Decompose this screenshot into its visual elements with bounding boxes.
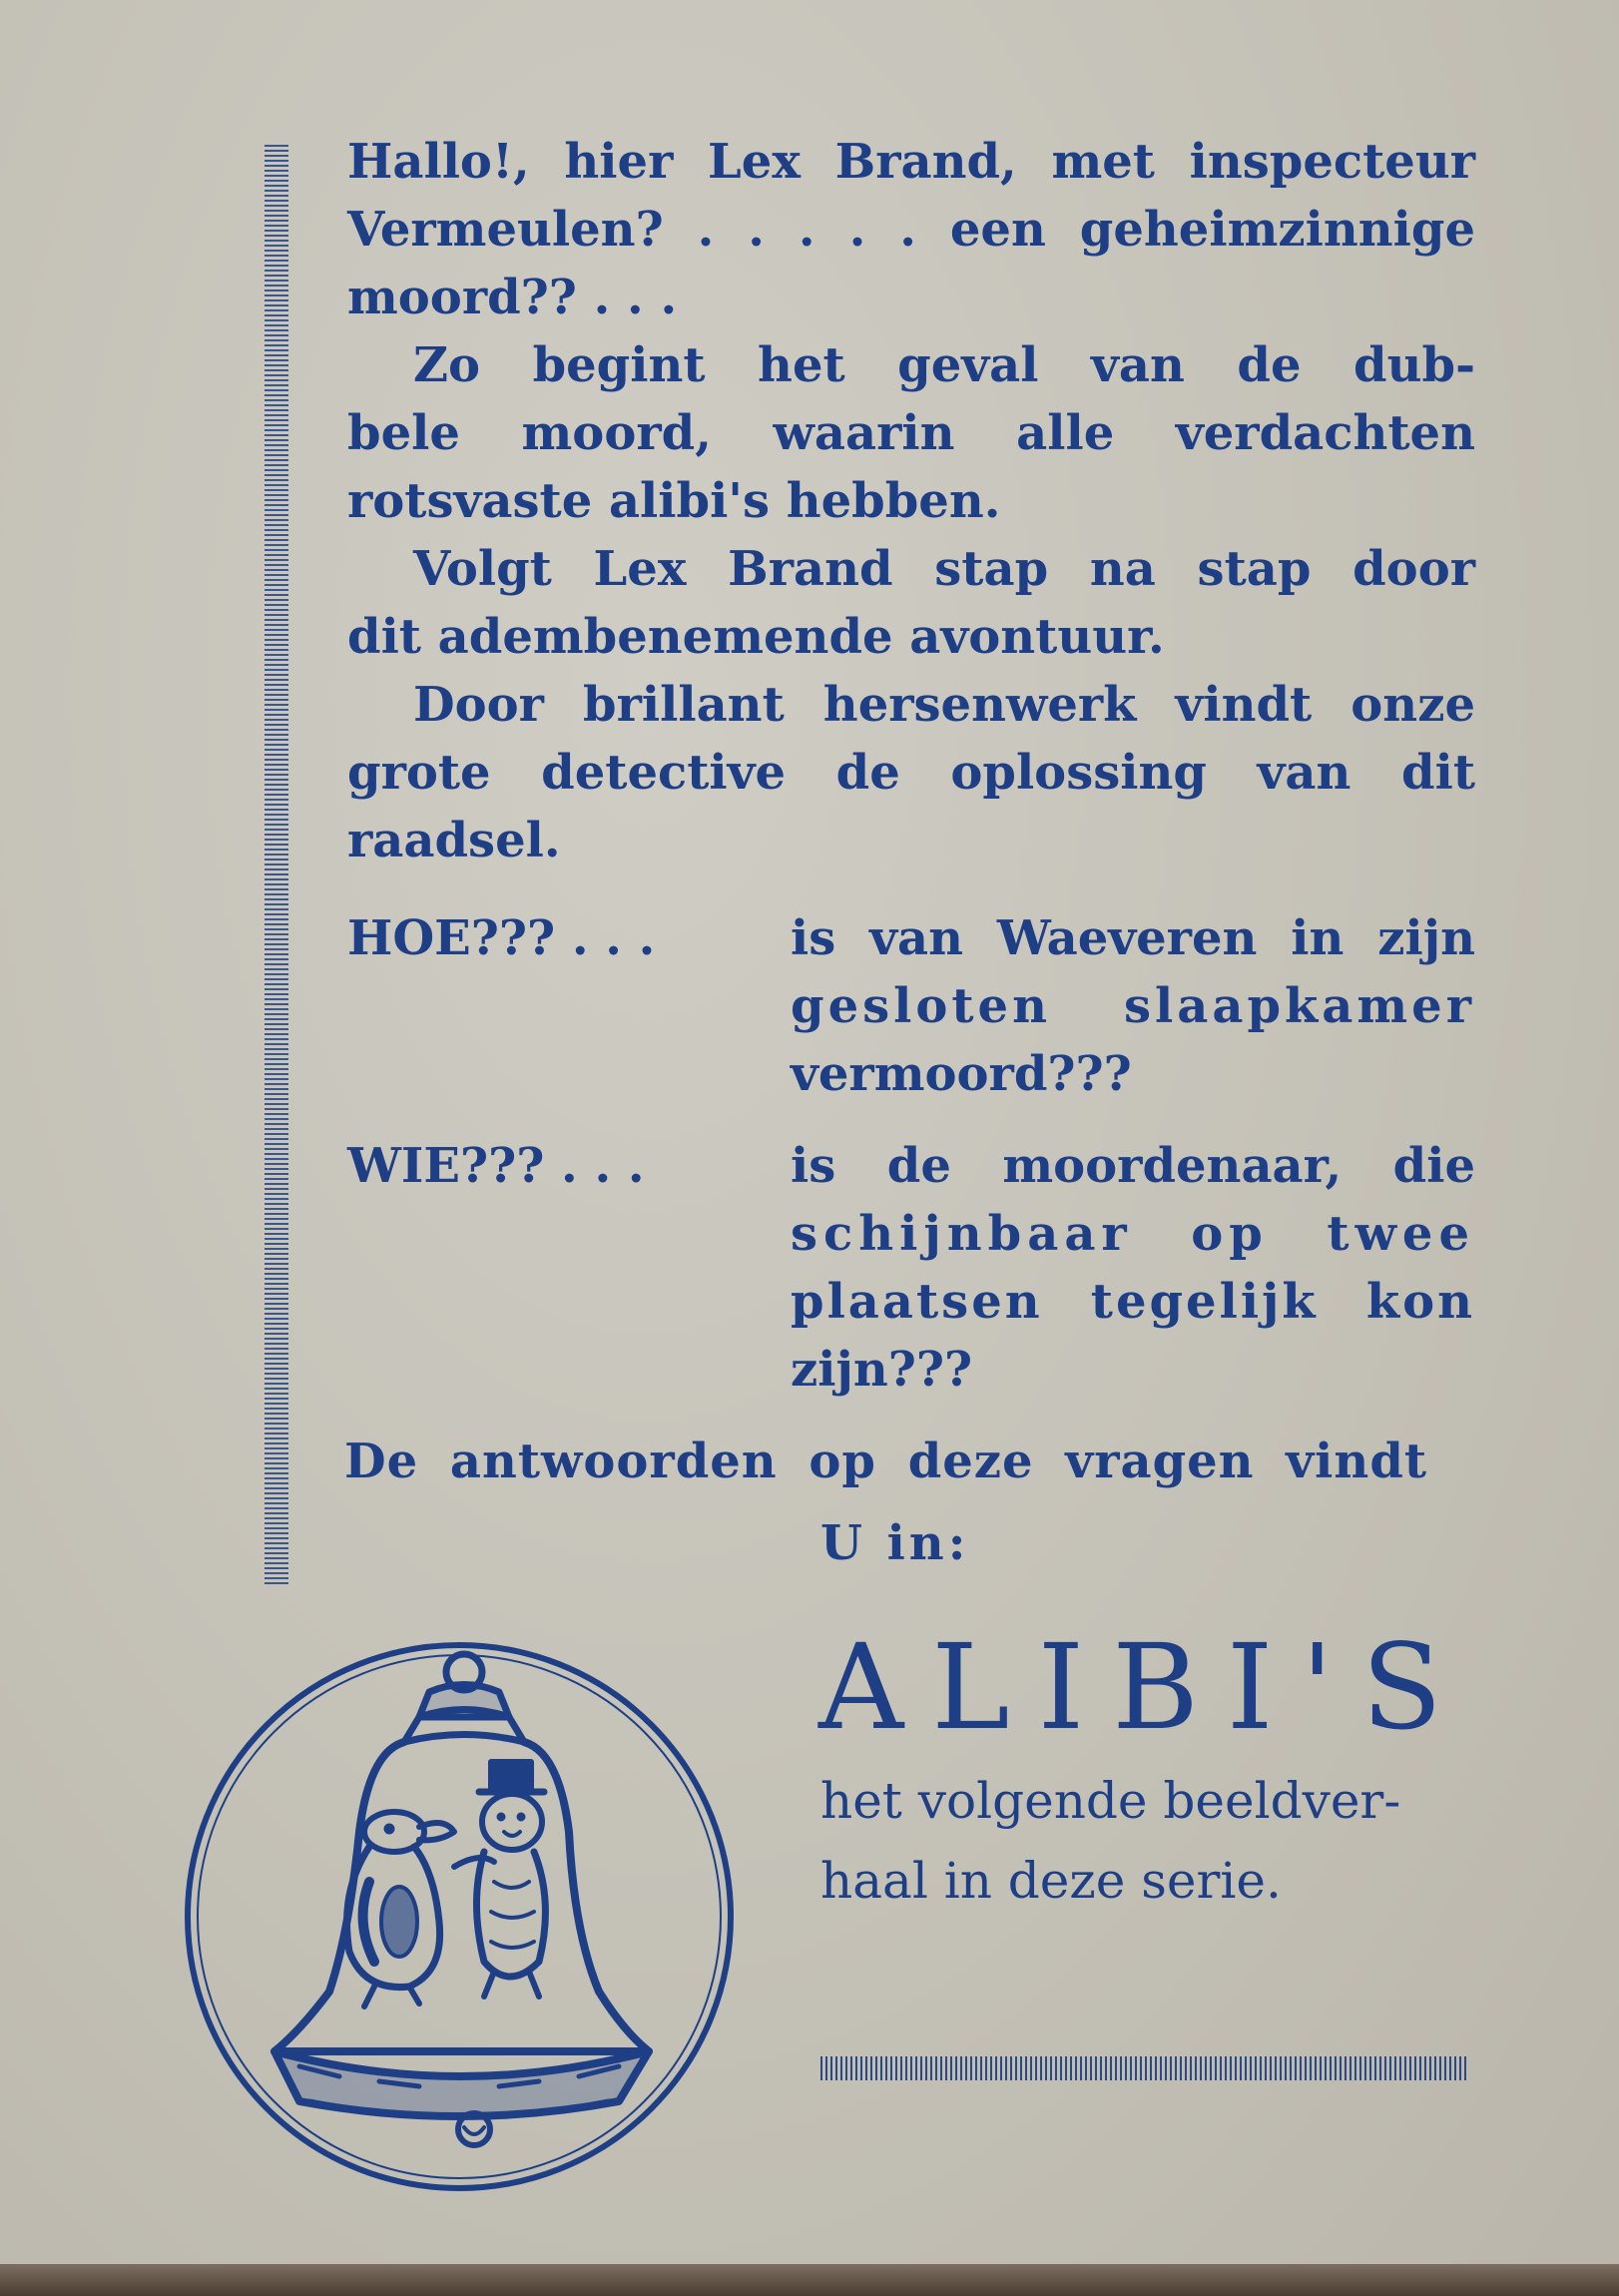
bell-with-duck-and-penguin-icon xyxy=(180,1632,739,2191)
question-2-line-4: zijn??? xyxy=(791,1342,973,1398)
story-p1-line-3: rotsvaste alibi's hebben. xyxy=(347,473,1001,529)
question-1-line-1: is van Waeveren in zijn xyxy=(791,910,1475,966)
answer-line-1: De antwoorden op deze vragen vindt xyxy=(344,1434,1428,1489)
story-p3-line-2: grote detective de oplossing van dit xyxy=(347,745,1475,801)
story-p1-line-1: Zo begint het geval van de dub- xyxy=(413,337,1475,393)
intro-line-2: Vermeulen? . . . . . een geheimzinnige xyxy=(347,202,1475,258)
answer-line-2: U in: xyxy=(820,1515,970,1571)
question-1-text xyxy=(791,904,1475,1108)
intro-line-3: moord?? . . . xyxy=(347,270,678,325)
question-2-line-3: plaatsen tegelijk kon xyxy=(791,1274,1475,1330)
story-paragraph-1 xyxy=(347,331,1475,535)
intro-paragraph xyxy=(347,128,1475,331)
question-1-label: HOE??? . . . xyxy=(347,910,656,966)
story-p3-line-1: Door brillant hersenwerk vindt onze xyxy=(413,677,1475,733)
story-paragraph-2 xyxy=(347,535,1475,671)
story-paragraph-3 xyxy=(347,671,1475,874)
question-2-text xyxy=(791,1132,1475,1404)
story-p3-line-3: raadsel. xyxy=(347,813,561,868)
question-2-line-2: schijnbaar op twee xyxy=(791,1206,1475,1262)
next-story-title: ALIBI'S xyxy=(818,1618,1470,1756)
question-1-line-3: vermoord??? xyxy=(791,1046,1132,1102)
story-p2-line-1: Volgt Lex Brand stap na stap door xyxy=(413,541,1475,597)
subtitle-line-2: haal in deze serie. xyxy=(820,1852,1282,1910)
page-bottom-edge xyxy=(0,2264,1619,2296)
question-1-line-2: gesloten slaapkamer xyxy=(791,978,1475,1034)
horizontal-decorative-rule xyxy=(820,2056,1469,2080)
question-2-line-1: is de moordenaar, die xyxy=(791,1138,1475,1194)
vertical-decorative-rule xyxy=(265,145,288,1584)
subtitle-line-1: het volgende beeldver- xyxy=(820,1772,1401,1830)
question-2-label: WIE??? . . . xyxy=(347,1138,645,1194)
story-p1-line-2: bele moord, waarin alle verdachten xyxy=(347,405,1475,461)
story-p2-line-2: dit adembenemende avontuur. xyxy=(347,609,1165,665)
intro-line-1: Hallo!, hier Lex Brand, met inspecteur xyxy=(347,134,1475,190)
